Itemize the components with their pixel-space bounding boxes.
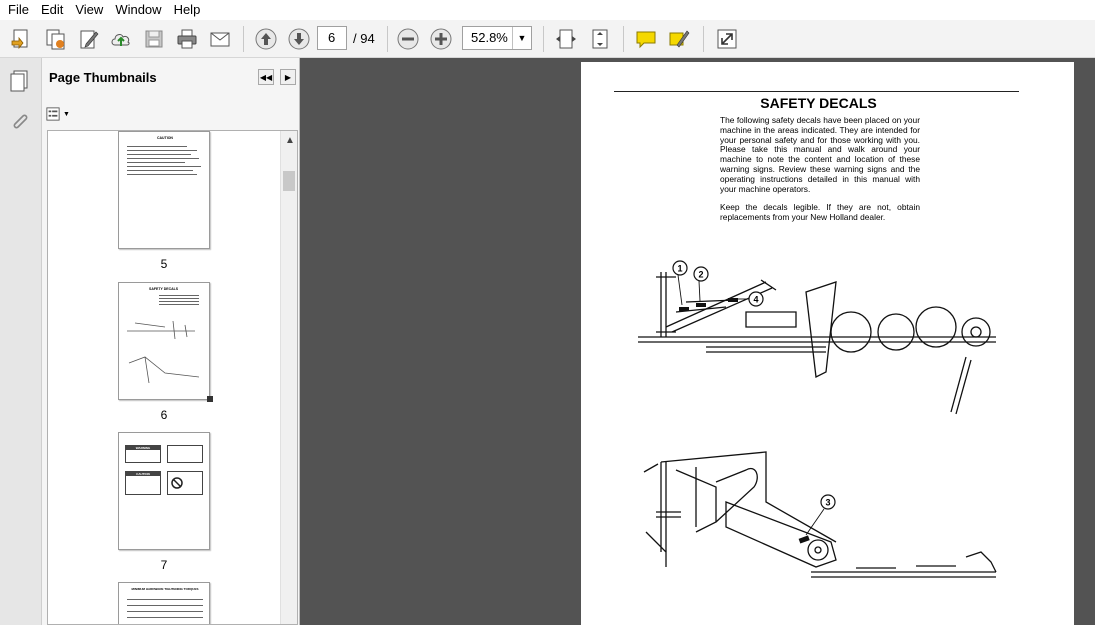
next-page-icon[interactable] — [286, 26, 312, 52]
header-rule — [614, 91, 1019, 92]
zoom-in-icon[interactable] — [428, 26, 454, 52]
thumbnail-scrollbar[interactable] — [280, 131, 297, 624]
scrollbar-thumb[interactable] — [283, 171, 295, 191]
menu-view[interactable]: View — [75, 2, 104, 17]
fit-page-icon[interactable] — [587, 26, 613, 52]
callout-2 — [694, 267, 708, 301]
thumb-safety-header: SAFETY DECALS — [149, 287, 179, 291]
previous-page-icon[interactable] — [253, 26, 279, 52]
thumb-caution-decal — [125, 471, 161, 495]
zoom-input[interactable]: 52.8% — [462, 26, 532, 50]
zoom-out-icon[interactable] — [395, 26, 421, 52]
chevron-down-icon[interactable]: ▼ — [512, 27, 531, 49]
callout-3 — [806, 495, 835, 535]
thumb-caution-text: CAUTION — [126, 472, 160, 476]
fullscreen-icon[interactable] — [714, 26, 740, 52]
thumbnail-list[interactable] — [47, 130, 298, 625]
paperclip-icon[interactable] — [8, 110, 32, 134]
toolbar-separator — [543, 26, 544, 52]
thumbnail-label: 5 — [160, 257, 168, 271]
thumbnail-label: 6 — [160, 408, 168, 422]
combine-files-icon[interactable] — [42, 26, 68, 52]
email-icon[interactable] — [207, 26, 233, 52]
edit-pdf-icon[interactable] — [76, 26, 102, 52]
toolbar — [0, 20, 1095, 58]
intro-paragraph: The following safety decals have been placed on your machine in the areas indicated. They are intended for your personal safety and for those working with you. Please take this manual and walk around your machine to note the content and location of these warning signs. Review these warning signs and the operating instructions detailed in this manual with your machine operators. — [720, 115, 920, 194]
print-icon[interactable] — [174, 26, 200, 52]
thumbnail-page-8[interactable] — [118, 582, 210, 625]
thumbnail-page-6[interactable] — [118, 282, 210, 400]
svg-text:3: 3 — [825, 497, 831, 508]
thumb-mower-drawing — [125, 313, 205, 393]
page-title: SAFETY DECALS — [760, 95, 877, 111]
expand-panel-icon[interactable]: ▶ — [280, 69, 296, 85]
mower-rear-diagram — [636, 442, 1016, 582]
collapse-panel-icon[interactable]: ◀◀ — [258, 69, 274, 85]
thumbnail-resize-handle[interactable] — [207, 396, 213, 402]
menu-file[interactable]: File — [8, 2, 29, 17]
list-options-icon — [46, 107, 60, 121]
mower-front-diagram — [636, 252, 1016, 417]
thumb-warning-text: WARNING — [126, 446, 160, 450]
thumbnail-page-7[interactable] — [118, 432, 210, 550]
toolbar-separator — [703, 26, 704, 52]
svg-text:4: 4 — [753, 294, 759, 305]
callout-1 — [673, 261, 687, 305]
decals-paragraph: Keep the decals legible. If they are not, obtain replacements from your New Holland dealer. — [720, 202, 920, 222]
upload-cloud-icon[interactable] — [108, 26, 134, 52]
page-number-input[interactable]: 6 — [317, 26, 347, 50]
highlight-icon[interactable] — [666, 26, 692, 52]
create-pdf-icon[interactable] — [8, 26, 34, 52]
thumbnail-page-5[interactable] — [118, 131, 210, 249]
navigation-rail — [0, 58, 42, 625]
fit-width-icon[interactable] — [553, 26, 579, 52]
chevron-down-icon: ▼ — [63, 110, 70, 118]
svg-text:1: 1 — [677, 263, 683, 274]
thumb-warning-decal — [167, 445, 203, 463]
menu-window[interactable]: Window — [115, 2, 162, 17]
callout-4 — [738, 292, 763, 306]
thumbnail-options-button[interactable] — [46, 105, 72, 123]
page-thumbnails-icon[interactable] — [8, 68, 32, 92]
toolbar-separator — [387, 26, 388, 52]
thumb-torque-header: MINIMUM HARDWARE TIGHTENING TORQUES — [131, 587, 199, 591]
save-icon[interactable] — [141, 26, 167, 52]
panel-title: Page Thumbnails — [49, 70, 157, 85]
thumb-warning-decal — [125, 445, 161, 463]
svg-text:2: 2 — [698, 269, 704, 280]
menu-help[interactable]: Help — [173, 2, 201, 17]
menu-bar — [0, 0, 1095, 20]
thumbnail-label: 7 — [160, 558, 168, 572]
comment-icon[interactable] — [633, 26, 659, 52]
chevron-up-icon[interactable]: ▲ — [285, 135, 295, 146]
toolbar-separator — [243, 26, 244, 52]
document-viewer[interactable] — [300, 58, 1095, 625]
page-total: / 94 — [353, 31, 375, 46]
thumb-caution-header: CAUTION — [157, 136, 173, 140]
thumbnails-panel — [42, 58, 300, 625]
menu-edit[interactable]: Edit — [40, 2, 64, 17]
toolbar-separator — [623, 26, 624, 52]
thumb-symbol-decal — [167, 471, 203, 495]
pdf-page — [581, 62, 1074, 625]
